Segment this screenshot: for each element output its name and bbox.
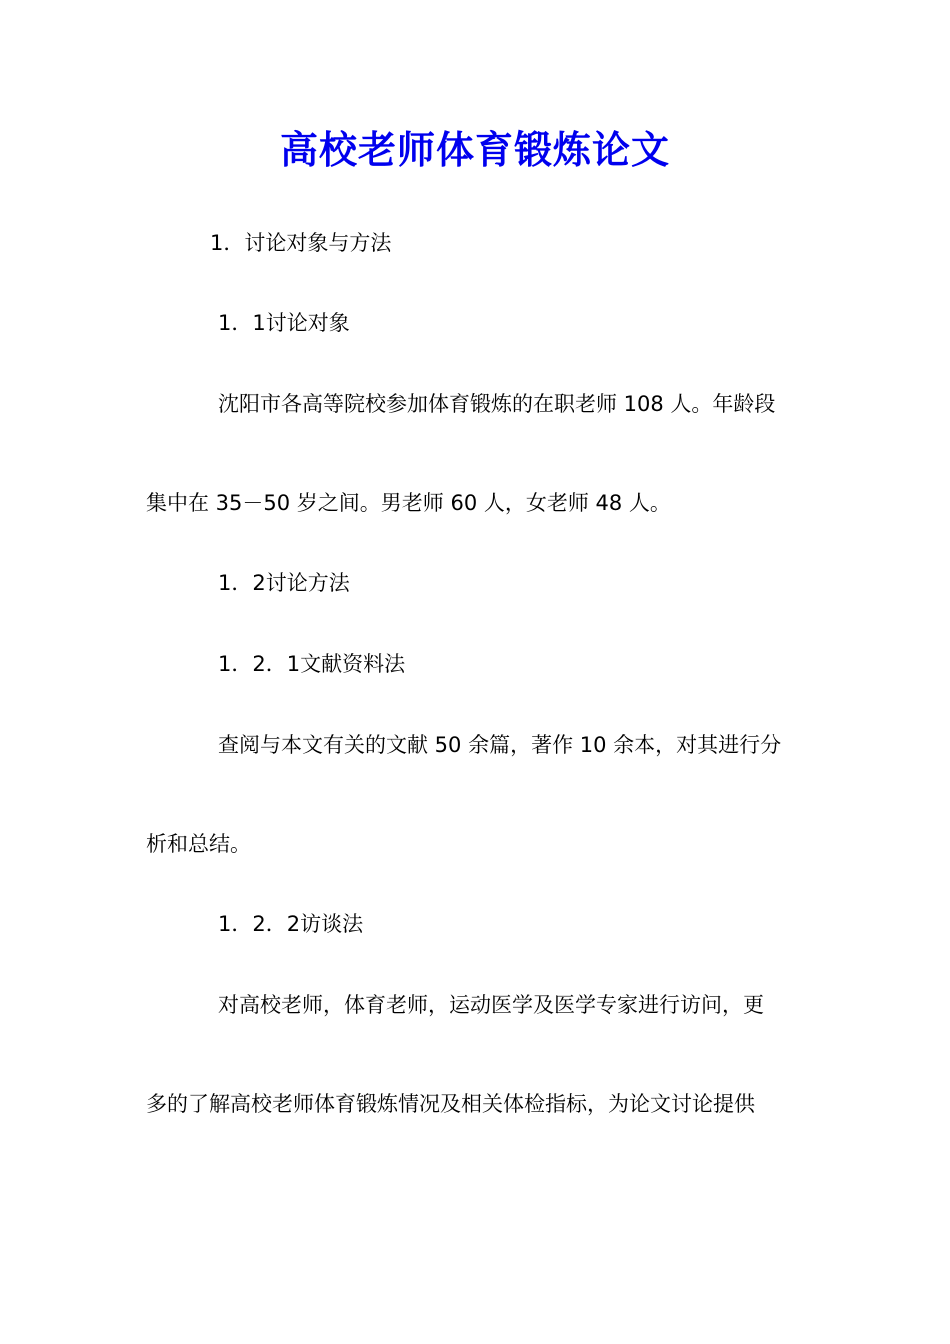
- paragraph-line: 集中在 35－50 岁之间。男老师 60 人，女老师 48 人。: [146, 491, 671, 515]
- subsection-heading: 1．1讨论对象: [218, 311, 350, 335]
- subsection-heading: 1．2．2访谈法: [218, 912, 364, 936]
- subsection-heading: 1．2．1文献资料法: [218, 652, 406, 676]
- subsection-heading: 1．2讨论方法: [218, 571, 350, 595]
- paragraph-line: 析和总结。: [146, 832, 251, 856]
- paragraph-line: 对高校老师，体育老师，运动医学及医学专家进行访问，更: [218, 993, 764, 1017]
- paragraph-line: 多的了解高校老师体育锻炼情况及相关体检指标，为论文讨论提供: [146, 1092, 755, 1116]
- document-title: 高校老师体育锻炼论文: [279, 127, 670, 172]
- paragraph-line: 查阅与本文有关的文献 50 余篇，著作 10 余本，对其进行分: [218, 733, 782, 757]
- paragraph-line: 沈阳市各高等院校参加体育锻炼的在职老师 108 人。年龄段: [218, 392, 776, 416]
- section-heading: 1．讨论对象与方法: [210, 231, 392, 255]
